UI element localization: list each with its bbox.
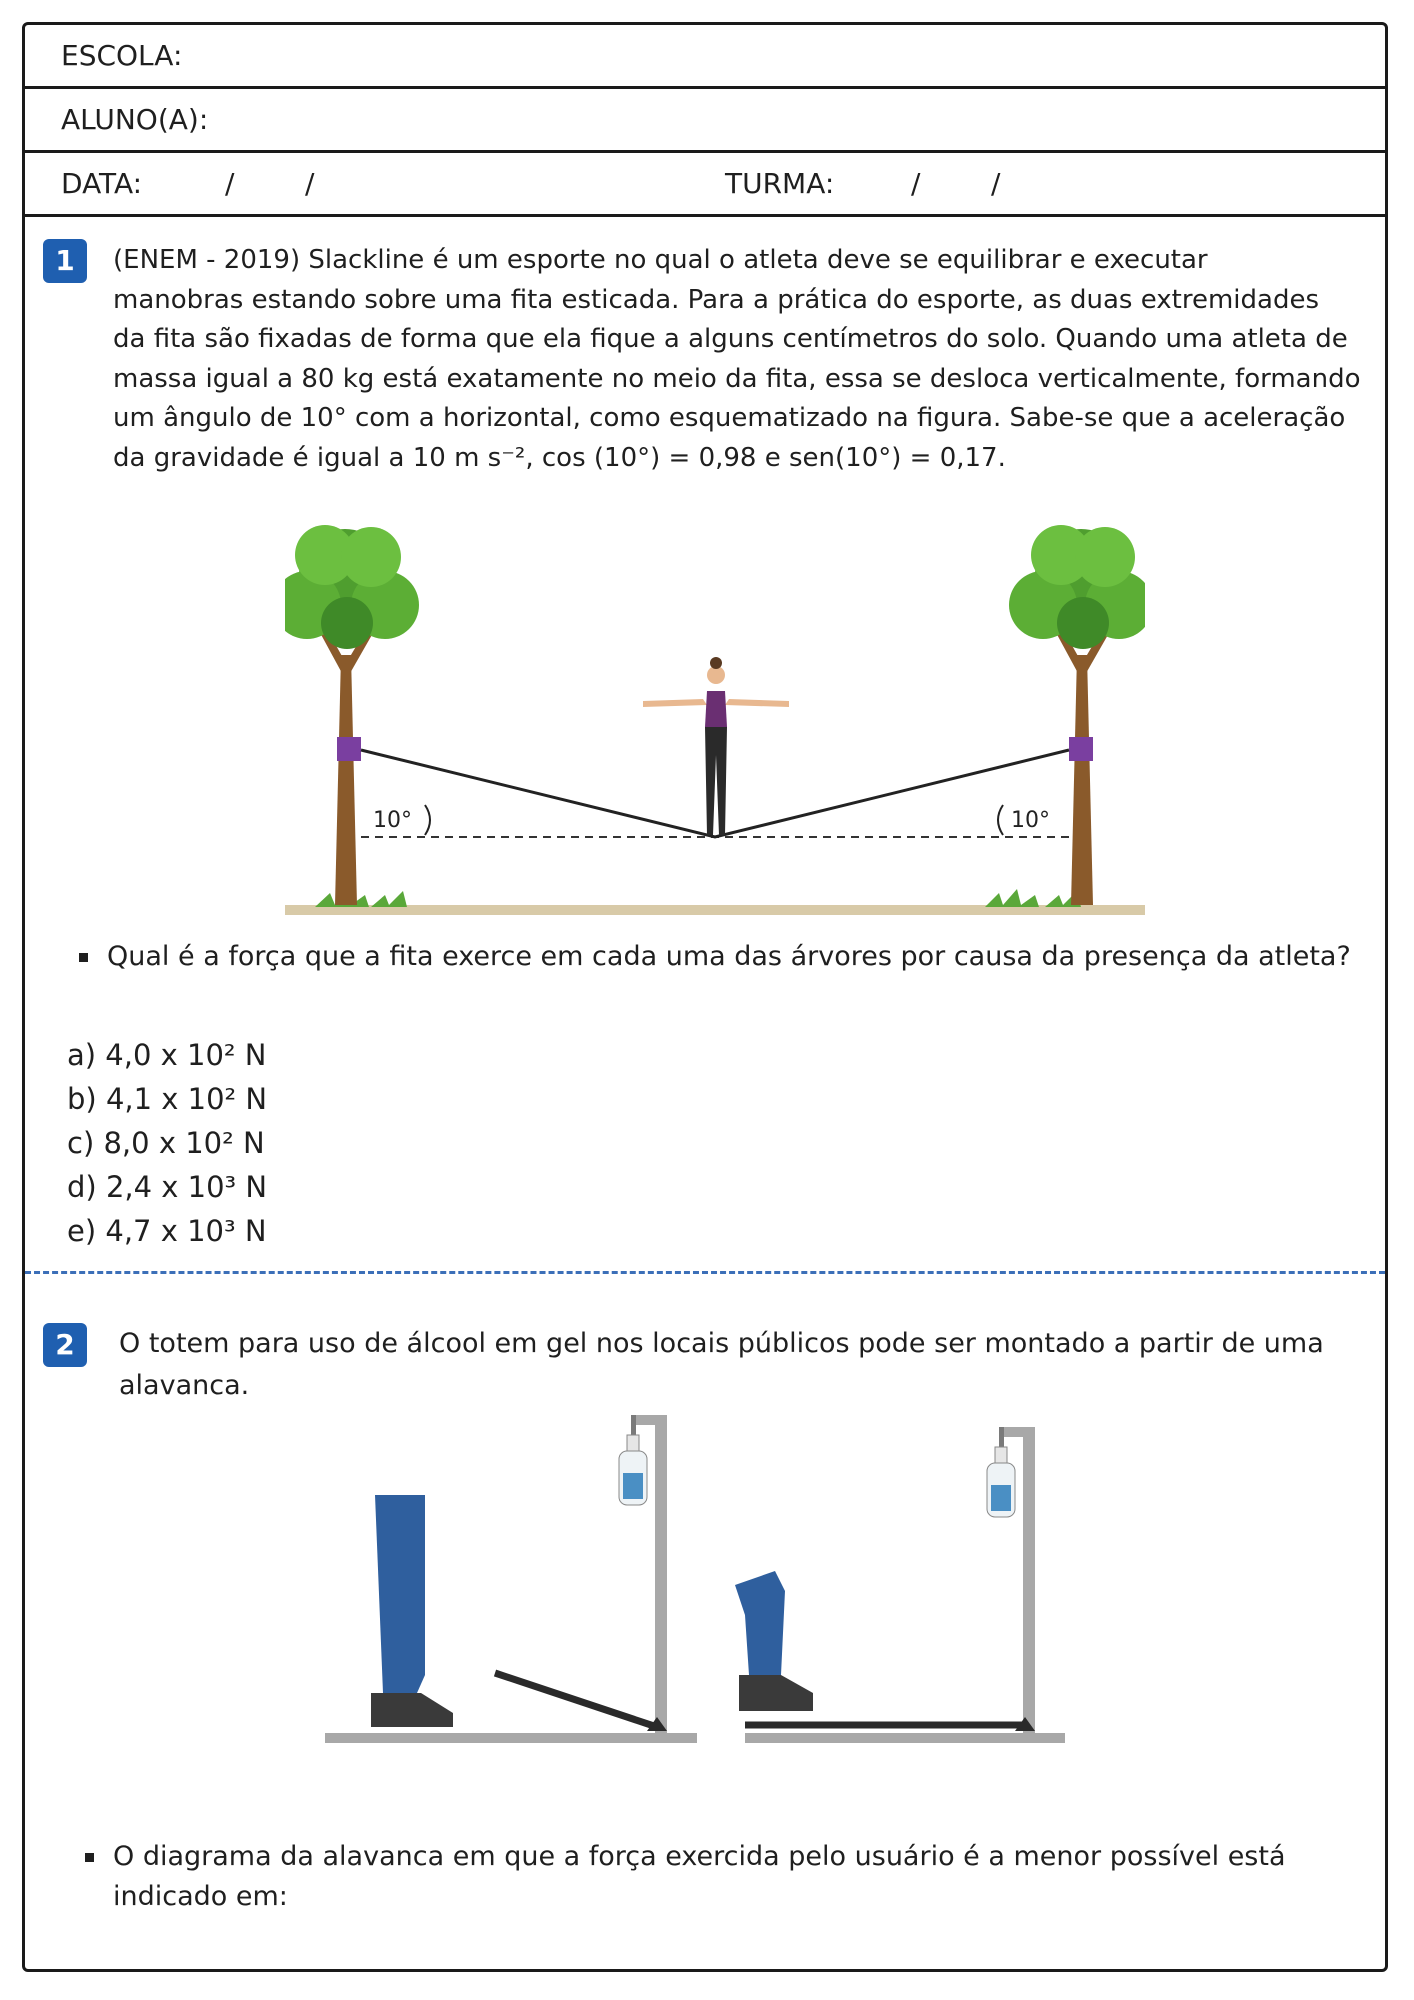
angle-label-right: 10° [1011, 808, 1050, 833]
lever-left [495, 1673, 657, 1727]
data-label: DATA: [61, 167, 143, 200]
q1-line: da gravidade é igual a 10 m s⁻², cos (10°) = 0,98 e sen(10°) = 0,17. [113, 442, 1006, 473]
question-2-number: 2 [43, 1323, 87, 1367]
question-1-prompt: Qual é a força que a fita exerce em cada uma das árvores por causa da presença da atleta? [107, 937, 1367, 977]
q2-line: O totem para uso de álcool em gel nos locais públicos pode ser montado a partir de uma [119, 1328, 1324, 1359]
data-slash-2: / [305, 167, 315, 200]
header-data-row [25, 153, 1385, 217]
section-divider [25, 1271, 1385, 1274]
lever-figure [325, 1375, 1105, 1775]
escola-label: ESCOLA: [61, 39, 183, 72]
question-1-options [67, 1033, 267, 1253]
tree-left [285, 525, 419, 905]
worksheet [22, 22, 1388, 1972]
q2-prompt-line: O diagrama da alavanca em que a força exercida pelo usuário é a menor possível está [113, 1841, 1286, 1872]
base-right [745, 1733, 1065, 1743]
arm-right [999, 1427, 1035, 1437]
data-slash-1: / [225, 167, 235, 200]
post-right [1023, 1427, 1035, 1737]
angle-arc-left [425, 805, 430, 835]
option-b[interactable]: b) 4,1 x 10² N [67, 1082, 268, 1116]
athlete-figure [643, 657, 789, 835]
turma-slash-2: / [991, 167, 1001, 200]
q1-line: massa igual a 80 kg está exatamente no meio da fita, essa se desloca verticalmente, formando [113, 363, 1361, 394]
angle-label-left: 10° [373, 808, 412, 833]
leg-right [735, 1571, 785, 1675]
shoe-left [371, 1693, 453, 1727]
arm-left [631, 1415, 667, 1425]
question-1-text [113, 241, 1373, 479]
post-left [655, 1415, 667, 1735]
strap-left [337, 737, 361, 761]
question-2-prompt [113, 1837, 1353, 1917]
q1-line: manobras estando sobre uma fita esticada. Para a prática do esporte, as duas extremidades [113, 284, 1320, 315]
lever-scene-right [735, 1427, 1065, 1743]
tree-right [1009, 525, 1145, 905]
grass-left [315, 889, 407, 907]
q2-prompt-line: indicado em: [113, 1881, 288, 1912]
option-d[interactable]: d) 2,4 x 10³ N [67, 1170, 268, 1204]
strap-right [1069, 737, 1093, 761]
lever-scene-left [325, 1415, 697, 1743]
q1-line: da fita são fixadas de forma que ela fique a alguns centímetros do solo. Quando uma atleta de [113, 324, 1348, 355]
bottle-right [987, 1447, 1015, 1517]
header-aluno-row [25, 89, 1385, 153]
option-c[interactable]: c) 8,0 x 10² N [67, 1126, 265, 1160]
option-a[interactable]: a) 4,0 x 10² N [67, 1038, 267, 1072]
shoe-right [739, 1675, 813, 1711]
slackline-figure [285, 505, 1145, 925]
angle-arc-right [998, 805, 1003, 835]
bottle-left [619, 1435, 647, 1505]
q2-line: alavanca. [119, 1370, 250, 1401]
option-e[interactable]: e) 4,7 x 10³ N [67, 1214, 267, 1248]
leg-left [375, 1495, 425, 1693]
question-1-number: 1 [43, 239, 87, 283]
base-left [325, 1733, 697, 1743]
q1-line: um ângulo de 10° com a horizontal, como esquematizado na figura. Sabe-se que a aceleração [113, 403, 1346, 434]
turma-label: TURMA: [725, 167, 835, 200]
turma-slash-1: / [911, 167, 921, 200]
grass-right [985, 889, 1081, 907]
q1-line: (ENEM - 2019) Slackline é um esporte no qual o atleta deve se equilibrar e executar [113, 245, 1208, 275]
header-escola-row [25, 25, 1385, 89]
aluno-label: ALUNO(A): [61, 103, 209, 136]
